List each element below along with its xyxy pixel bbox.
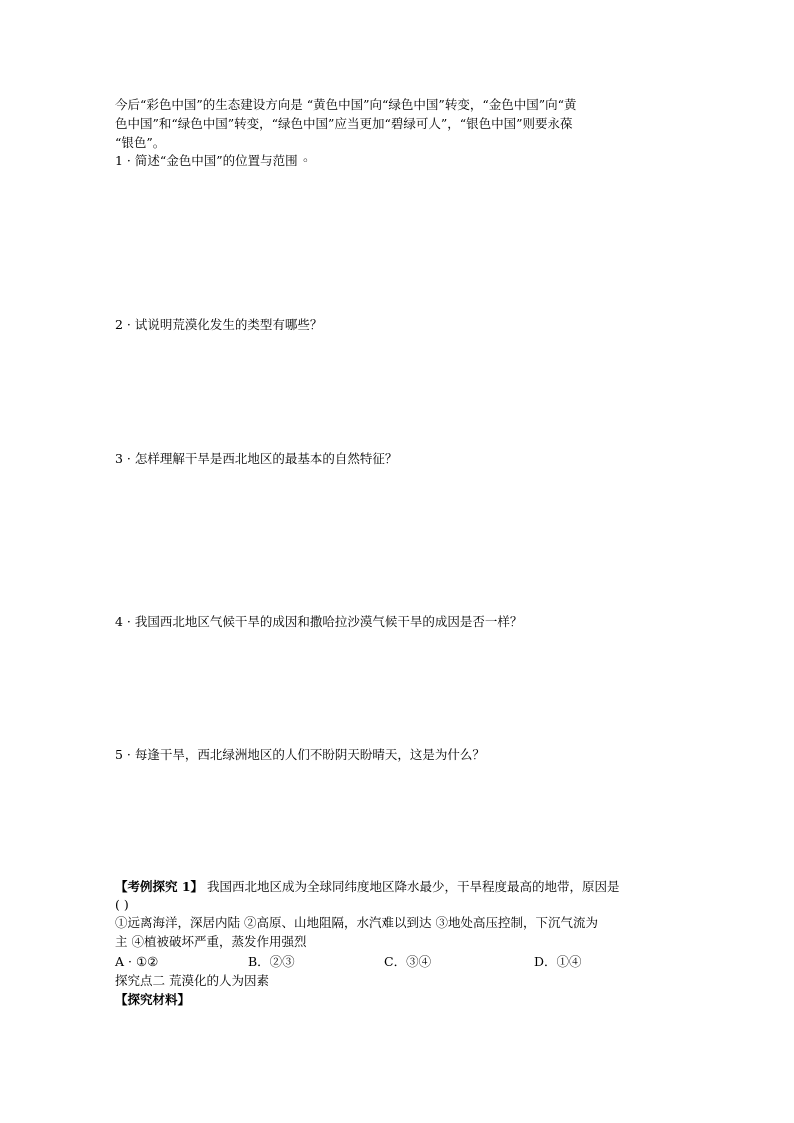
intro-line-2: 色中国”和“绿色中国”转变，“绿色中国”应当更加“碧绿可人”，“银色中国”则要永葆 [115, 116, 573, 131]
question-5: 5 · 每逢干旱，西北绿洲地区的人们不盼阴天盼晴天，这是为什么？ [115, 747, 485, 762]
example-items-line-2: 主 ④植被破坏严重，蒸发作用强烈 [115, 934, 307, 949]
intro-paragraph [115, 95, 695, 152]
option-a: A · ①② [115, 954, 159, 969]
option-c: C．③④ [384, 954, 432, 969]
answer-parentheses: ( ) [115, 897, 129, 912]
option-b: B．②③ [248, 954, 295, 969]
question-4: 4 · 我国西北地区气候干旱的成因和撒哈拉沙漠气候干旱的成因是否一样？ [115, 614, 523, 629]
intro-line-1: 今后“彩色中国”的生态建设方向是 “黄色中国”向“绿色中国”转变，“金色中国”向“黄 [115, 97, 577, 112]
example-items-line-1: ①远离海洋，深居内陆 ②高原、山地阻隔，水汽难以到达 ③地处高压控制，下沉气流为 [115, 915, 598, 930]
example-stem [115, 878, 695, 896]
question-3: 3 · 怎样理解干旱是西北地区的最基本的自然特征？ [115, 451, 398, 466]
question-1: 1 · 简述“金色中国”的位置与范围 ◦ [115, 153, 310, 168]
example-question: 我国西北地区成为全球同纬度地区降水最少，干旱程度最高的地带，原因是 [203, 879, 620, 894]
section-title: 探究点二 荒漠化的人为因素 [115, 973, 269, 988]
question-2: 2 · 试说明荒漠化发生的类型有哪些？ [115, 317, 323, 332]
option-d: D．①④ [534, 954, 582, 969]
intro-line-3: “银色”。 [115, 135, 166, 150]
example-label: 【考例探究 1】 [115, 879, 204, 894]
material-heading: 【探究材料】 [115, 992, 191, 1007]
